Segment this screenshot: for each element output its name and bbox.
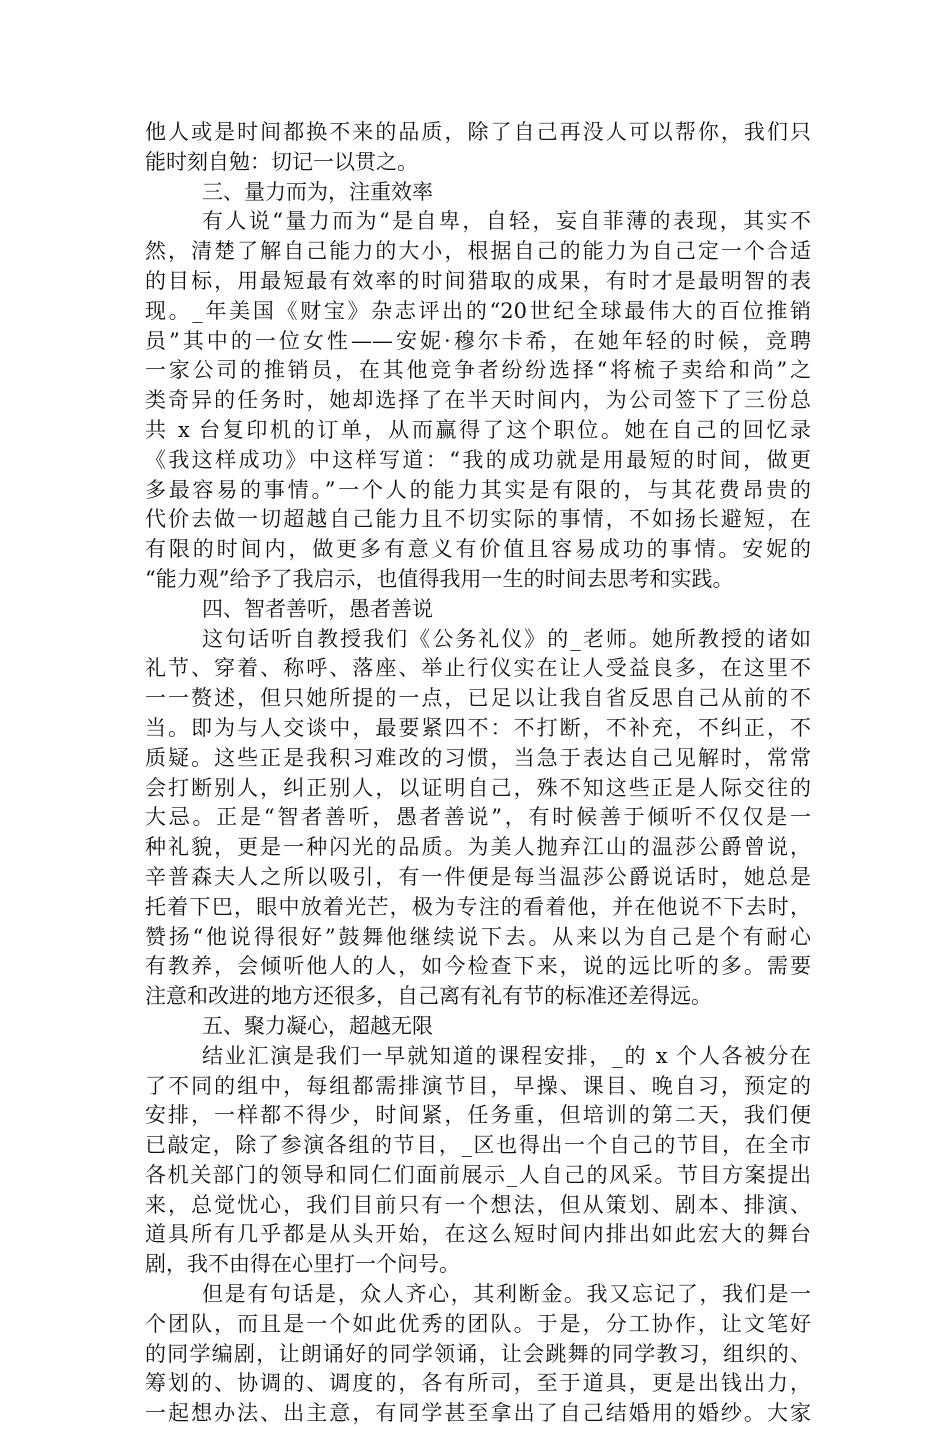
text-line: 然，清楚了解自己能力的大小，根据自己的能力为自己定一个合适 bbox=[145, 239, 811, 264]
text-line: 筹划的、协调的、调度的，各有所司，至于道具，更是出钱出力， bbox=[145, 1371, 811, 1396]
text-line: 的同学编剧，让朗诵好的同学领诵，让会跳舞的同学教习，组织的、 bbox=[145, 1341, 811, 1366]
text-line: 道具所有几乎都是从头开始，在这么短时间内排出如此宏大的舞台 bbox=[145, 1222, 811, 1247]
text-line: 当。即为与人交谈中，最要紧四不：不打断，不补充，不纠正，不 bbox=[145, 715, 811, 740]
text-line: 托着下巴，眼中放着光芒，极为专注的看着他，并在他说不下去时， bbox=[145, 894, 811, 919]
section-heading: 五、聚力凝心，超越无限 bbox=[202, 1013, 433, 1038]
text-line: 质疑。这些正是我积习难改的习惯，当急于表达自己见解时，常常 bbox=[145, 745, 811, 770]
text-line: 种礼貌，更是一种闪光的品质。为美人抛弃江山的温莎公爵曾说， bbox=[145, 835, 811, 860]
text-line: 他人或是时间都换不来的品质，除了自己再没人可以帮你，我们只 bbox=[145, 120, 811, 144]
text-line: 礼节、穿着、称呼、落座、举止行仪实在让人受益良多，在这里不 bbox=[145, 656, 811, 681]
text-line: 员”其中的一位女性——安妮·穆尔卡希，在她年轻的时候，竞聘 bbox=[145, 328, 811, 353]
text-line: 的目标，用最短最有效率的时间猎取的成果，有时才是最明智的表 bbox=[145, 268, 811, 293]
text-line: 个团队，而且是一个如此优秀的团队。于是，分工协作，让文笔好 bbox=[145, 1311, 811, 1336]
text-line: 来，总觉忧心，我们目前只有一个想法，但从策划、剧本、排演、 bbox=[145, 1192, 811, 1217]
text-line: 能时刻自勉：切记一以贯之。 bbox=[145, 149, 418, 174]
section-heading: 四、智者善听，愚者善说 bbox=[202, 596, 433, 621]
text-line: 已敲定，除了参演各组的节目，_区也得出一个自己的节目，在全市 bbox=[145, 1133, 811, 1158]
text-line: 代价去做一切超越自己能力且不切实际的事情，不如扬长避短，在 bbox=[145, 507, 811, 532]
document-body bbox=[145, 118, 811, 1429]
text-line: 一一赘述，但只她所提的一点，已足以让我自省反思自己从前的不 bbox=[145, 686, 811, 711]
section-heading: 三、量力而为，注重效率 bbox=[202, 179, 433, 204]
text-line: 这句话听自教授我们《公务礼仪》的_老师。她所教授的诸如 bbox=[202, 626, 811, 651]
text-line: 注意和改进的地方还很多，自己离有礼有节的标准还差得远。 bbox=[145, 984, 712, 1009]
text-line: 有限的时间内，做更多有意义有价值且容易成功的事情。安妮的 bbox=[145, 537, 811, 562]
text-line: 有人说“量力而为“是自卑，自轻，妄自菲薄的表现，其实不 bbox=[202, 209, 811, 234]
text-line: 各机关部门的领导和同仁们面前展示_人自己的风采。节目方案提出 bbox=[145, 1162, 811, 1187]
text-line: “能力观”给予了我启示，也值得我用一生的时间去思考和实践。 bbox=[145, 566, 734, 591]
text-line: 赞扬“他说得很好”鼓舞他继续说下去。从来以为自己是个有耐心 bbox=[145, 924, 811, 949]
text-line: 安排，一样都不得少，时间紧，任务重，但培训的第二天，我们便 bbox=[145, 1103, 811, 1128]
text-line: 了不同的组中，每组都需排演节目，早操、课目、晚自习，预定的 bbox=[145, 1073, 811, 1098]
text-line: 类奇异的任务时，她却选择了在半天时间内，为公司签下了三份总 bbox=[145, 388, 811, 413]
text-line: 会打断别人，纠正别人，以证明自己，殊不知这些正是人际交往的 bbox=[145, 775, 811, 800]
text-line: 多最容易的事情。”一个人的能力其实是有限的，与其花费昂贵的 bbox=[145, 477, 811, 502]
text-line: 结业汇演是我们一早就知道的课程安排，_的 x 个人各被分在 bbox=[202, 1043, 811, 1068]
text-line: 一起想办法、出主意，有同学甚至拿出了自己结婚用的婚纱。大家 bbox=[145, 1401, 811, 1426]
text-line: 但是有句话是，众人齐心，其利断金。我又忘记了，我们是一 bbox=[202, 1282, 811, 1307]
text-line: 现。_年美国《财宝》杂志评出的“20世纪全球最伟大的百位推销 bbox=[145, 298, 811, 323]
text-line: 辛普森夫人之所以吸引，有一件便是每当温莎公爵说话时，她总是 bbox=[145, 864, 811, 889]
text-line: 有教养，会倾听他人的人，如今检查下来，说的远比听的多。需要 bbox=[145, 954, 811, 979]
text-line: 一家公司的推销员，在其他竞争者纷纷选择“将梳子卖给和尚”之 bbox=[145, 358, 811, 383]
text-line: 共 x 台复印机的订单，从而赢得了这个职位。她在自己的回忆录 bbox=[145, 417, 811, 442]
text-line: 剧，我不由得在心里打一个问号。 bbox=[145, 1252, 460, 1277]
text-line: 《我这样成功》中这样写道：“我的成功就是用最短的时间，做更 bbox=[145, 447, 811, 472]
text-line: 大忌。正是“智者善听，愚者善说”，有时候善于倾听不仅仅是一 bbox=[145, 805, 811, 830]
